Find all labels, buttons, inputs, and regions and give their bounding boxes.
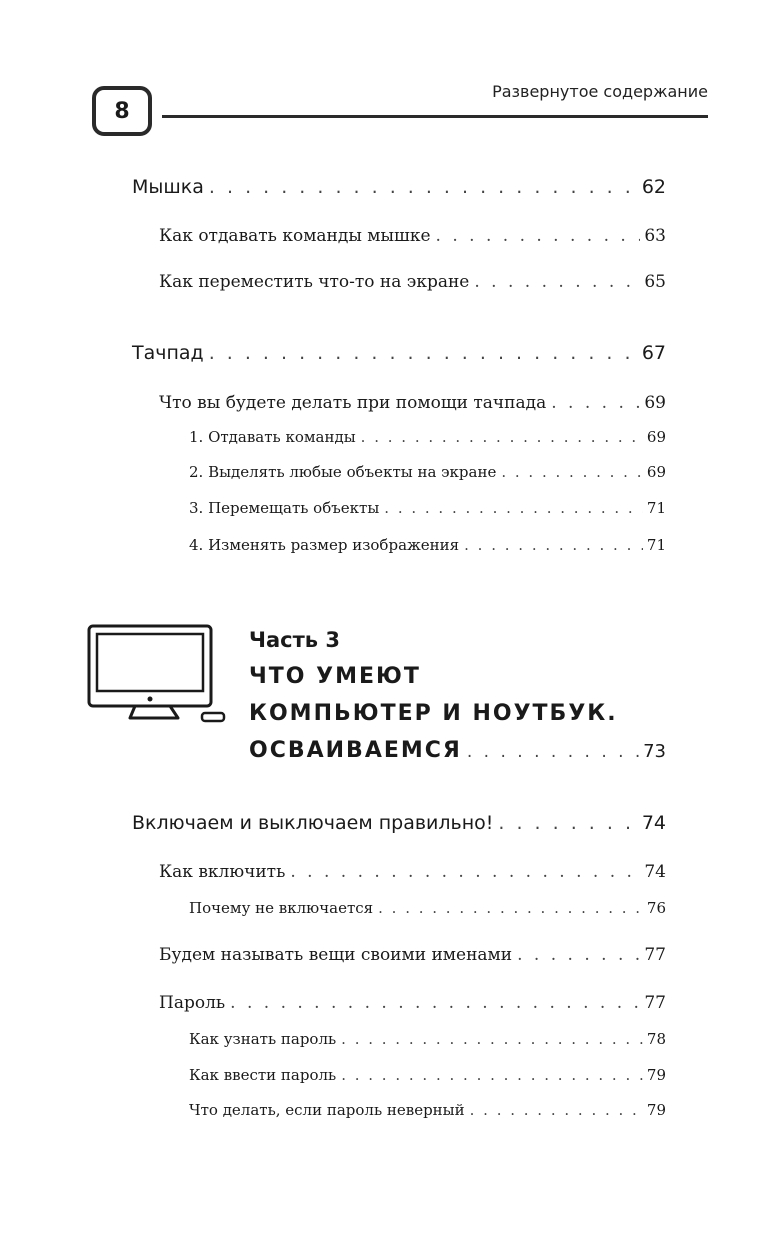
toc-entry-title: Тачпад: [132, 342, 204, 364]
toc-entry-title: 2. Выделять любые объекты на экране: [189, 463, 497, 481]
part-title-line-3: ОСВАИВАЕМСЯ: [249, 738, 462, 763]
dot-leader: [464, 536, 643, 554]
toc-entry-page: 69: [646, 463, 666, 481]
toc-entry-title: Что вы будете делать при помощи тачпада: [159, 393, 547, 413]
toc-entry-page: 79: [646, 1101, 666, 1119]
toc-entry-page: 78: [646, 1030, 666, 1048]
page-number-badge: [92, 86, 152, 136]
page-number: 8: [114, 98, 130, 124]
toc-entry-page: 65: [644, 272, 666, 292]
dot-leader: [230, 993, 640, 1013]
running-title: Развернутое содержание: [492, 82, 708, 101]
toc-entry-find-password[interactable]: [189, 1030, 666, 1048]
toc-entry-title: Пароль: [159, 993, 226, 1013]
toc-entry-page: 74: [644, 862, 666, 882]
toc-entry-title: 4. Изменять размер изображения: [189, 536, 460, 554]
dot-leader: [501, 463, 643, 481]
toc-entry-page: 77: [644, 993, 666, 1013]
dot-leader: [551, 393, 640, 413]
toc-entry-move-on-screen[interactable]: [159, 272, 666, 292]
toc-entry-wrong-password[interactable]: [189, 1101, 666, 1119]
toc-entry-give-commands[interactable]: [189, 428, 666, 446]
toc-entry-title: Как ввести пароль: [189, 1066, 337, 1084]
toc-entry-page: 76: [646, 899, 666, 917]
dot-leader: [361, 428, 643, 446]
part-title-line-2: КОМПЬЮТЕР И НОУТБУК.: [249, 701, 618, 726]
dot-leader: [384, 499, 643, 517]
toc-entry-touchpad-actions[interactable]: [159, 393, 666, 413]
dot-leader: [290, 862, 640, 882]
toc-entry-title: 1. Отдавать команды: [189, 428, 356, 446]
monitor-icon: [86, 622, 226, 732]
toc-entry-page: 67: [641, 342, 666, 364]
dot-leader: [378, 899, 643, 917]
dot-leader: [209, 176, 638, 198]
toc-entry-title: Как включить: [159, 862, 286, 882]
toc-entry-resize-image[interactable]: [189, 536, 666, 554]
toc-part-3[interactable]: [249, 622, 666, 769]
dot-leader: [498, 812, 637, 834]
toc-entry-mouse[interactable]: [132, 176, 666, 198]
part-title-line-1: ЧТО УМЕЮТ: [249, 664, 421, 689]
toc-entry-title: Включаем и выключаем правильно!: [132, 812, 494, 834]
toc-entry-page: 71: [646, 499, 666, 517]
toc-entry-select-objects[interactable]: [189, 463, 666, 481]
dot-leader: [470, 1101, 643, 1119]
toc-entry-title: Будем называть вещи своими именами: [159, 945, 513, 965]
toc-entry-title: Почему не включается: [189, 899, 374, 917]
toc-entry-power-on-off[interactable]: [132, 812, 666, 834]
toc-entry-title: 3. Перемещать объекты: [189, 499, 380, 517]
toc-entry-enter-password[interactable]: [189, 1066, 666, 1084]
toc-entry-title: Как отдавать команды мышке: [159, 226, 431, 246]
dot-leader: [341, 1030, 643, 1048]
toc-entry-title: Как переместить что-то на экране: [159, 272, 470, 292]
toc-entry-page: 63: [644, 226, 666, 246]
toc-entry-page: 69: [644, 393, 666, 413]
toc-entry-page: 77: [644, 945, 666, 965]
toc-entry-wont-turn-on[interactable]: [189, 899, 666, 917]
toc-entry-mouse-commands[interactable]: [159, 226, 666, 246]
dot-leader: [474, 272, 640, 292]
toc-entry-title: Мышка: [132, 176, 204, 198]
toc-entry-title: Что делать, если пароль неверный: [189, 1101, 465, 1119]
toc-entry-page: 62: [641, 176, 666, 198]
toc-entry-password[interactable]: [159, 993, 666, 1013]
toc-entry-page: 74: [641, 812, 666, 834]
part-title-line-3-row: [249, 732, 666, 769]
dot-leader: [436, 226, 641, 246]
toc-entry-page: 71: [646, 536, 666, 554]
header-rule: [162, 115, 708, 118]
dot-leader: [467, 734, 639, 771]
toc-entry-how-to-turn-on[interactable]: [159, 862, 666, 882]
toc-entry-naming-things[interactable]: [159, 945, 666, 965]
toc-entry-move-objects[interactable]: [189, 499, 666, 517]
toc-entry-title: Как узнать пароль: [189, 1030, 337, 1048]
dot-leader: [209, 342, 638, 364]
toc-entry-page: 73: [643, 741, 666, 762]
toc-entry-page: 69: [646, 428, 666, 446]
toc-entry-touchpad[interactable]: [132, 342, 666, 364]
dot-leader: [517, 945, 640, 965]
dot-leader: [341, 1066, 643, 1084]
toc-entry-page: 79: [646, 1066, 666, 1084]
part-label: Часть 3: [249, 628, 340, 652]
